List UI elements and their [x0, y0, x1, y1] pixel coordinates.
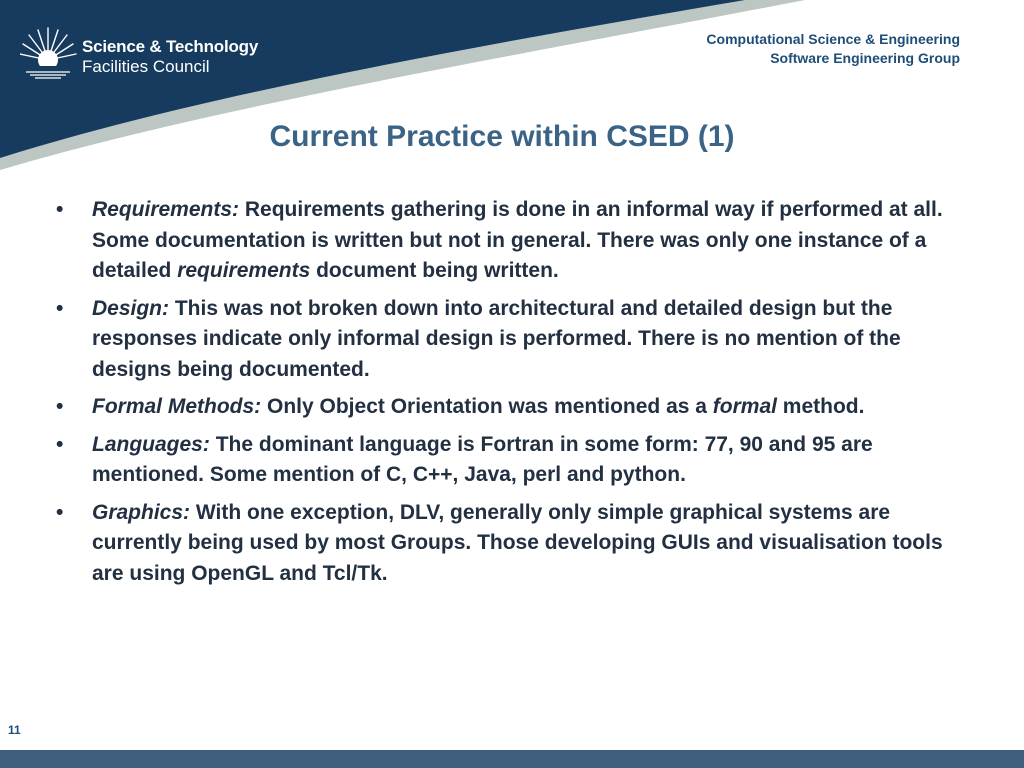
bullet-design [56, 294, 956, 386]
slide-title: Current Practice within CSED (1) [269, 120, 735, 153]
bullet-text-continued: document being written. [310, 259, 559, 282]
bullet-text: The dominant language is Fortran in some form: 77, 90 and 95 are mentioned. Some mention of C, C++, Java, perl and python. [92, 432, 873, 486]
bullet-mark: • [56, 198, 64, 221]
bullet-text: This was not broken down into architectural and detailed design but the responses indicate only informal design is performed. There is no mention of the designs being documented. [92, 296, 901, 381]
bullet-emphasis: formal [712, 395, 777, 418]
bullet-mark: • [56, 395, 64, 418]
bullet-list [56, 195, 956, 596]
bullet-languages [56, 430, 956, 491]
bullet-term: Formal Methods: [92, 395, 262, 418]
bullet-mark: • [56, 432, 64, 456]
bullet-term: Design: [92, 296, 170, 320]
logo-wordmark [82, 38, 258, 75]
logo-line-2: Facilities Council [82, 57, 210, 76]
bullet-graphics [56, 498, 956, 590]
bullet-text-continued: method. [776, 395, 865, 418]
footer-bar [0, 750, 1024, 768]
bullet-emphasis: requirements [177, 259, 311, 282]
group-label-line-2: Software Engineering Group [770, 50, 960, 66]
bullet-term: Requirements: [92, 198, 240, 221]
bullet-text: With one exception, DLV, generally only simple graphical systems are currently being used by most Groups. Those developing GUIs and visualisation tools are using OpenGL and Tcl/Tk. [92, 500, 943, 585]
page-number: 11 [8, 723, 21, 737]
bullet-requirements [56, 195, 956, 287]
bullet-mark: • [56, 500, 64, 524]
bullet-text: Only Object Orientation was mentioned as a [261, 395, 713, 418]
group-label-line-1: Computational Science & Engineering [706, 31, 960, 47]
group-label [706, 30, 960, 68]
logo-line-1: Science & Technology [82, 37, 259, 56]
bullet-term: Graphics: [92, 500, 191, 524]
bullet-text: Requirements gathering is done in an informal way if performed at all. Some documentation is written but not in general. There was only one instance of a detailed [92, 198, 943, 282]
bullet-formal-methods [56, 392, 956, 423]
bullet-mark: • [56, 296, 64, 320]
bullet-term: Languages: [92, 432, 210, 456]
